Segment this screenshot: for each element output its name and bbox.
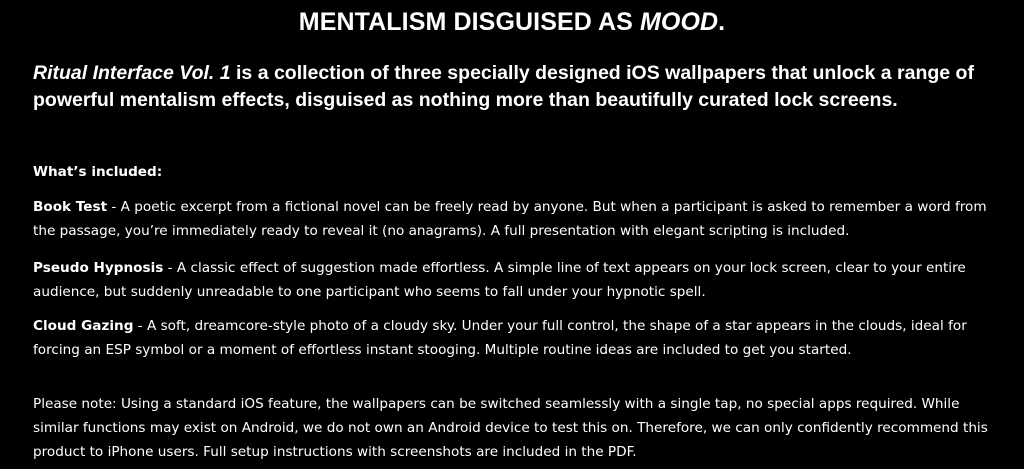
feature-description: - A classic effect of suggestion made effortless. A simple line of text appears on your lock screen, clear to your entire audience, but suddenly unreadable to one participant who seems to fall under your hypnotic spell. bbox=[33, 260, 966, 300]
title-emphasis: MOOD bbox=[640, 8, 719, 36]
included-heading: What’s included: bbox=[33, 164, 163, 180]
title-prefix: MENTALISM DISGUISED AS bbox=[298, 8, 640, 36]
feature-cloud-gazing bbox=[33, 314, 993, 362]
feature-name: Pseudo Hypnosis bbox=[33, 260, 164, 276]
title-suffix: . bbox=[718, 8, 726, 36]
intro-text: is a collection of three specially designed iOS wallpapers that unlock a range of powerful mentalism effects, disguised as nothing more than beautifully curated lock screens. bbox=[33, 62, 974, 111]
feature-name: Cloud Gazing bbox=[33, 318, 134, 334]
note-paragraph: Please note: Using a standard iOS feature, the wallpapers can be switched seamlessly with a single tap, no special apps required. While similar functions may exist on Android, we do not own an Android device to test this on. Therefore, we can only confidently recommend this product to iPhone users. Full setup instructions with screenshots are included in the PDF. bbox=[33, 396, 988, 460]
feature-name: Book Test bbox=[33, 199, 108, 215]
feature-description: - A poetic excerpt from a fictional novel can be freely read by anyone. But when a participant is asked to remember a word from the passage, you’re immediately ready to reveal it (no anagrams). A full presentation with elegant scripting is included. bbox=[33, 199, 987, 239]
page-title bbox=[0, 6, 1024, 38]
feature-pseudo-hypnosis bbox=[33, 256, 993, 304]
intro-paragraph bbox=[33, 60, 993, 114]
feature-description: - A soft, dreamcore-style photo of a cloudy sky. Under your full control, the shape of a star appears in the clouds, ideal for forcing an ESP symbol or a moment of effortless instant stooging. Multiple routine ideas are included to get you started. bbox=[33, 318, 967, 358]
feature-book-test bbox=[33, 195, 993, 243]
product-name: Ritual Interface Vol. 1 bbox=[33, 62, 231, 84]
